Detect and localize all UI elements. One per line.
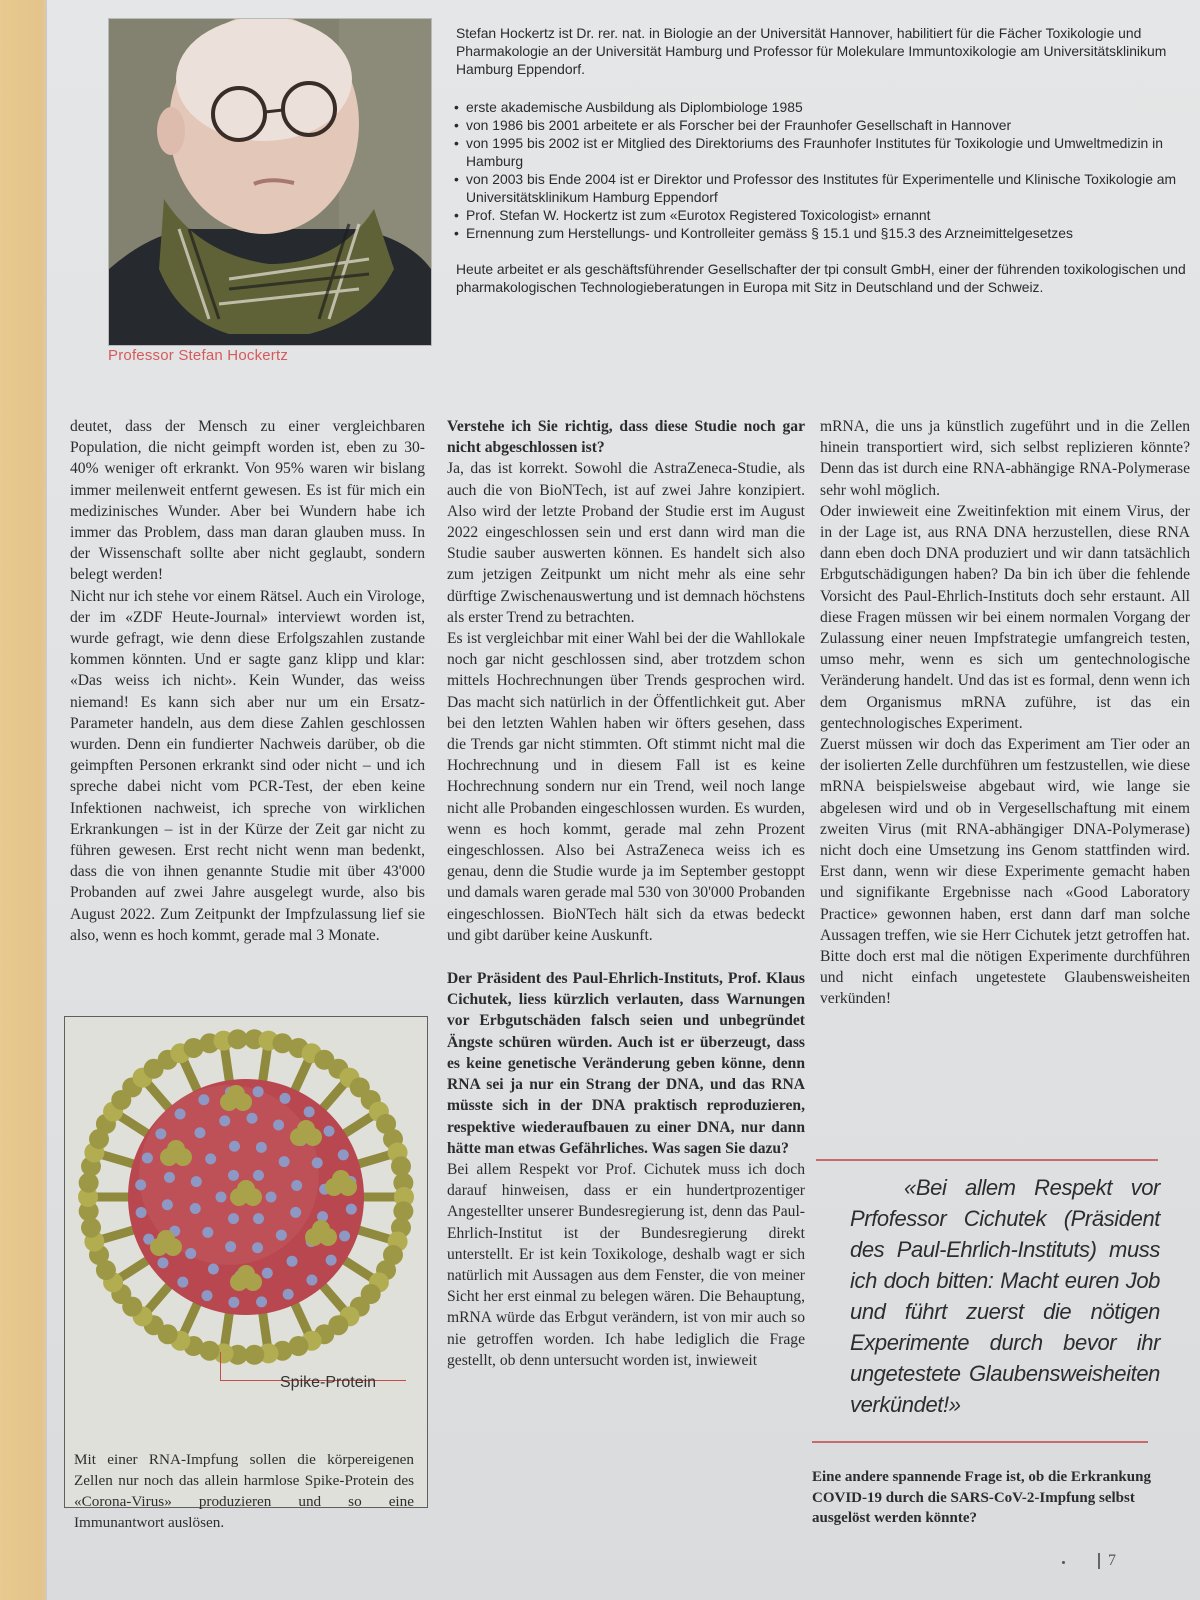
surface-protein-dot [247,1113,258,1124]
surface-protein-dot [194,1127,205,1138]
paragraph: Es ist vergleichbar mit einer Wahl bei der die Wahllokale noch gar nicht geschlossen sind, aber trotzdem schon mittels Hochrechnungen über Trends gesprochen wird. Das macht sich natürlich in der Öffentlichkeit gut. Aber bei den letzten Wahlen haben wir öfters gesehen, dass die Trends gar nicht stimmten. Oft stimmt nicht mal die Hochrechnung und in diesem Fall ist es keine Hochrechnung sondern nur ein Trend, weil noch lange nicht alle Probanden eingeschlossen wurden. Es wurden, wenn es hoch kommt, gerade mal zehn Prozent eingeschlossen. Also bei AstraZeneca weiss ich es genau, denn die Studie wurde ja im September gestoppt und damals waren gerade mal 530 von 30'000 Probanden eingeschlossen. BioNTech hält sich da etwas bedeckt und gibt darüber keine Auskunft. [447,630,805,944]
surface-protein-dot [162,1199,173,1210]
article-column-2 [447,416,805,1371]
paragraph: mRNA, die uns ja künstlich zugeführt und in die Zellen hinein transportiert wird, sich selbst replizieren könnte? Denn das ist durch eine RNA-abhängige RNA-Polymerase sehr wohl möglich. [820,418,1190,499]
surface-protein-dot [279,1093,290,1104]
surface-protein-dot [219,1115,230,1126]
figure-caption: Mit einer RNA-Impfung sollen die körpereigenen Zellen nur noch das allein harmlose Spike-Protein des «Corona-Virus» produzieren und so eine Immunantwort auslösen. [74,1451,414,1532]
pull-quote-text: «Bei allem Respekt vor Prfofessor Cichutek (Präsident des Paul-Ehrlich-Instituts) muss ich doch bitten: Macht euren Job und führt zuerst die nötigen Experimente durch bevor ihr ungetestete Glaubensweisheiten verkündet!» [850,1175,1160,1417]
surface-protein-dot [291,1180,302,1191]
surface-protein-dot [324,1126,335,1137]
interview-question: Eine andere spannende Frage ist, ob die Erkrankung COVID-19 durch die SARS-CoV-2-Impfung selbst ausgelöst werden könnte? [812,1469,1151,1526]
surface-protein-dot [306,1275,317,1286]
surface-protein-dot [198,1094,209,1105]
spike-head [332,1170,350,1188]
surface-protein-dot [338,1149,349,1160]
surface-protein-dot [190,1203,201,1214]
surface-protein-dot [228,1213,239,1224]
bio-box [456,24,1186,296]
interview-question: Der Präsident des Paul-Ehrlich-Instituts, Prof. Klaus Cichutek, liess kürzlich verlauten, dass Warnungen vor Erbgutschäden falsch seien und unbegründet Ängste schüren würden. Auch ist er überzeugt, dass es keine genetische Veränderung geben könne, denn RNA sei ja nur ein Strang der DNA, und das RNA müsste sich in der DNA praktisch reproduzieren, respektive wiederaufbauen zu einer DNA, nur dann hätte man etwas Gefährliches. Was sagen Sie dazu? [447,970,805,1157]
surface-protein-dot [256,1296,267,1307]
surface-protein-dot [266,1192,277,1203]
surface-protein-dot [157,1257,168,1268]
paragraph: Oder inwieweit eine Zweitinfektion mit einem Virus, der in der Lage ist, aus RNA DNA herzustellen, diese RNA dann eben doch DNA produziert und wir dann tatsächlich Erbgutschädigungen haben? Da bin ich über die fehlende Vorsicht des Paul-Ehrlich-Instituts doch sehr erstaunt. All diese Fragen müssen wir bei einem normalen Vorgang der Zulassung einer neuen Impfstrategie umfangreich testen, umso mehr, wenn es sich um gentechnologische Veränderung handelt. Und das ist es formal, denn wenn ich dem Organismus mRNA zuführe, ist das ein gentechnologisches Experiment. [820,502,1190,732]
spike-head [312,1220,330,1238]
surface-protein-dot [228,1170,239,1181]
surface-protein-dot [262,1268,273,1279]
surface-protein-dot [252,1242,263,1253]
surface-protein-dot [135,1179,146,1190]
article-column-3 [820,416,1190,1010]
surface-protein-dot [326,1255,337,1266]
pull-quote-top-rule [816,1159,1158,1161]
surface-protein-dot [253,1213,264,1224]
surface-protein-dot [208,1263,219,1274]
surface-protein-dot [185,1248,196,1259]
spike-head [391,1156,411,1176]
spike-head [237,1180,255,1198]
spike-head [167,1140,185,1158]
surface-protein-dot [229,1141,240,1152]
surface-protein-dot [164,1172,175,1183]
spike-head [297,1120,315,1138]
surface-protein-dot [205,1153,216,1164]
bio-item: • erste akademische Ausbildung als Diplombiologe 1985 [456,98,1186,116]
paragraph: Bei allem Respekt vor Prof. Cichutek muss ich doch darauf hinweisen, dass er ein hundertprozentiger Angestellter unserer Bundesregierung ist, denn das Paul-Ehrlich-Institut ist der Bundesregierung direkt unterstellt. Er ist kein Toxikologe, deshalb wagt er sich natürlich mit Aussagen aus dem Fenster, die von meiner Sicht her erst einmal zu belegen wären. Die Behauptung, mRNA würde das Erbgut verändern, ist von mir auch so nie getroffen worden. Ich habe lediglich die Frage gestellt, ob denn untersucht worden ist, inwieweit [447,1160,805,1369]
surface-protein-dot [136,1207,147,1218]
bio-today: Heute arbeitet er als geschäftsführender Gesellschafter der tpi consult GmbH, einer der führenden toxikologischen und pharmakologischen Technologieberatungen in Europa mit Sitz in Deutschland und der Schweiz. [456,261,1186,295]
bio-item: • von 1995 bis 2002 ist er Mitglied des Direktoriums des Fraunhofer Institutes für Toxikologie und Umweltmedizin in Hamburg [456,134,1186,170]
surface-protein-dot [312,1157,323,1168]
surface-protein-dot [177,1277,188,1288]
decorative-dot [1062,1561,1065,1564]
bio-item: • von 1986 bis 2001 arbeitete er als Forscher bei der Fraunhofer Gesellschaft in Hannover [456,116,1186,134]
spike-head [237,1265,255,1283]
surface-protein-dot [225,1241,236,1252]
surface-protein-dot [304,1106,315,1117]
interview-question: Verstehe ich Sie richtig, dass diese Studie noch gar nicht abgeschlossen ist? [447,418,805,457]
surface-protein-dot [283,1289,294,1300]
page-number-divider [1098,1553,1100,1569]
bio-list [456,98,1186,242]
surface-protein-dot [256,1142,267,1153]
bio-intro: Stefan Hockertz ist Dr. rer. nat. in Biologie an der Universität Hannover, habilitiert für die Fächer Toxikologie und Pharmakologie an der Universität Hamburg und Professor für Molekulare Immuntoxikologie am Universitätsklinikum Hamburg Eppendorf. [456,25,1167,77]
surface-protein-dot [273,1120,284,1131]
surface-protein-dot [339,1230,350,1241]
pull-quote [850,1172,1160,1420]
surface-protein-dot [155,1128,166,1139]
surface-protein-dot [346,1204,357,1215]
surface-protein-dot [175,1108,186,1119]
surface-protein-dot [253,1086,264,1097]
article-column-1 [70,416,425,946]
surface-protein-dot [253,1170,264,1181]
portrait-photo [108,18,432,346]
paragraph: deutet, dass der Mensch zu einer vergleichbaren Population, die nicht geimpft worden ist, eben zu 30-40% weniger oft erkrankt. Von 95% waren wir bislang immer meilenweit entfernt gewesen. Es ist für mich ein medizinisches Wunder. Aber bei Wundern habe ich immer das Problem, dass man daran glauben muss. In der Wissenschaft sollte aber nicht geglaubt, sondern belegt werden! [70,418,425,584]
virus-figure [64,1016,428,1508]
coronavirus-illustration [69,1025,423,1365]
portrait-caption: Professor Stefan Hockertz [108,347,289,364]
paragraph: Zuerst müssen wir doch das Experiment am Tier oder an der isolierten Zelle durchführen um festzustellen, wie diese mRNA beispielsweise abgebaut wird, wie lange sie abgelesen wird und ob in Vergesellschaftung mit einem zweiten Virus (mit RNA-abhängiger DNA-Polymerase) nicht doch eine Umsetzung ins Genom stattfinden wird. Erst dann, wenn wir diese Experimente gemacht haben und signifikante Ergebnisse nach «Good Laboratory Practice» gewonnen haben, erst dann darf man solche Aussagen treffen, wie sie Herr Cichutek jetzt getroffen hat. Bitte doch erst mal die nötigen Experimente durchführen und nicht einfach ungetestete Glaubensweisheiten verkünden! [820,736,1190,1008]
surface-protein-dot [228,1297,239,1308]
surface-protein-dot [276,1230,287,1241]
pull-quote-bottom-rule [812,1441,1148,1443]
surface-protein-dot [202,1227,213,1238]
bio-item: • von 2003 bis Ende 2004 ist er Direktor und Professor des Institutes für Experimentelle und Klinische Toxikologie am Universitätsklinikum Hamburg Eppendorf [456,170,1186,206]
spike-protein-label: Spike-Protein [280,1374,377,1391]
surface-protein-dot [279,1156,290,1167]
bio-item: • Ernennung zum Herstellungs- und Kontrolleiter gemäss § 15.1 und §15.3 des Arzneimittelgesetzes [456,224,1186,242]
paragraph: Nicht nur ich stehe vor einem Rätsel. Auch ein Virologe, der im «ZDF Heute-Journal» interviewt worden ist, wurde gefragt, wie denn diese Erfolgszahlen zustande kommen könnten. Und er sagte ganz klipp und klar: «Das weiss ich nicht». Kein Wunder, das weiss niemand! Es kann sich aber nur um ein Ersatz-Parameter handeln, aus dem diese Zahlen geschlossen wurden. Denn ein fundierter Nachweis darüber, ob die geimpften Personen erkrankt sind oder nicht – und ich spreche dabei nicht vom PCR-Test, der eben keine Infektionen nachweist, ich spreche von wirklichen Erkrankungen – ist in der Kürze der Zeit gar nicht zu führen gewesen. Erst recht nicht wenn man bedenkt, dass die von ihnen genannte Studie mit über 43'000 Probanden auf zwei Jahre ausgelegt wurde, also bis August 2022. Zum Zeitpunkt der Impfzulassung lief sie also, wenn es hoch kommt, gerade mal 3 Monate. [70,587,425,944]
spike-head [227,1085,245,1103]
page-number: 7 [1108,1552,1116,1569]
spike-head [157,1230,175,1248]
surface-protein-dot [191,1176,202,1187]
bio-item: • Prof. Stefan W. Hockertz ist zum «Eurotox Registered Toxicologist» ernannt [456,206,1186,224]
paragraph: Ja, das ist korrekt. Sowohl die AstraZeneca-Studie, als auch die von BioNTech, ist auf zwei Jahre konzipiert. Also wird der letzte Proband der Studie erst im August 2022 eingeschlossen sein und erst dann wird man die Studie sauber auswerten können. Es handelt sich also zum jetzigen Zeitpunkt um nicht mehr als eine sehr dürftige Zwischenauswertung und ist demnach höchstens als erster Trend zu betrachten. [447,460,805,626]
surface-protein-dot [202,1290,213,1301]
portrait-illustration [109,19,431,345]
surface-protein-dot [287,1256,298,1267]
surface-protein-dot [290,1207,301,1218]
surface-protein-dot [142,1153,153,1164]
surface-protein-dot [216,1192,227,1203]
